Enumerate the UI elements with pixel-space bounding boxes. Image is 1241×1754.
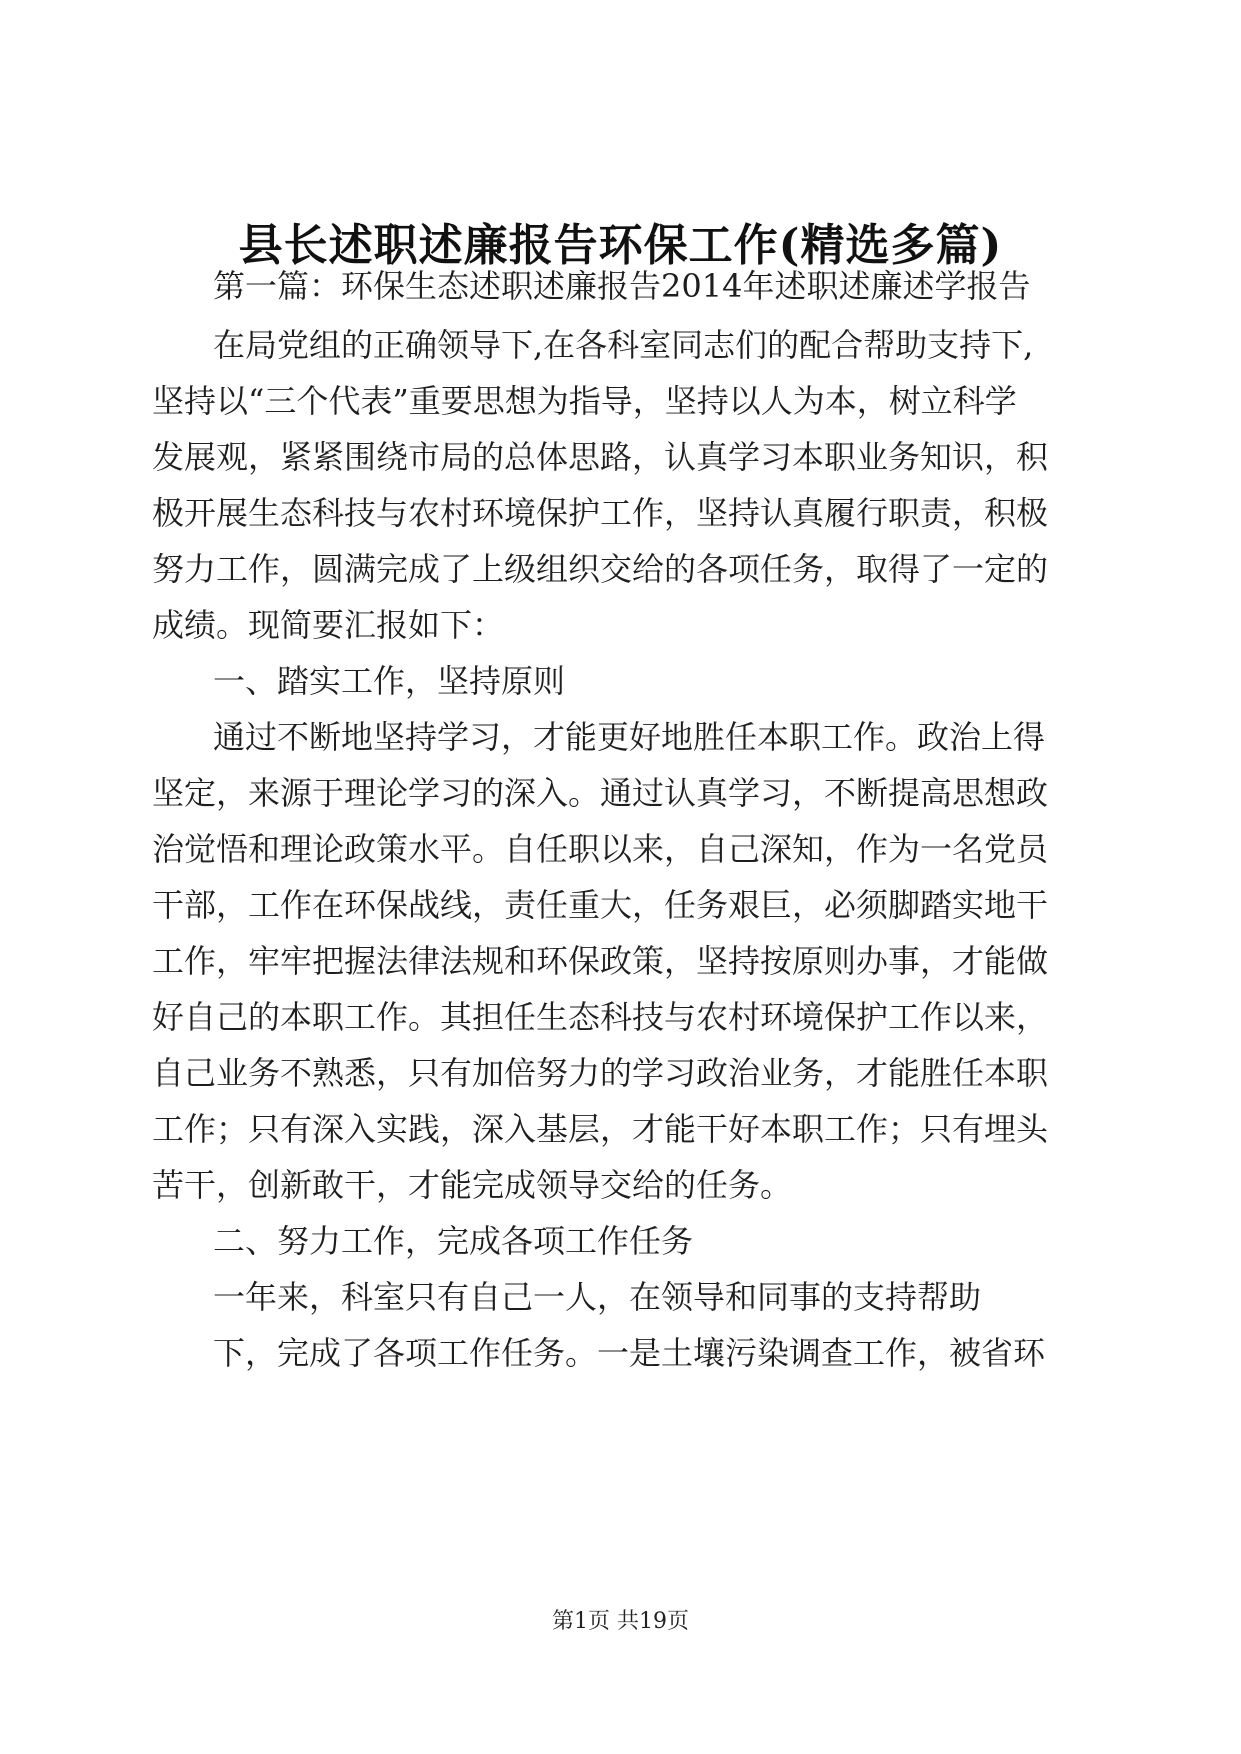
paragraph-line: 苦干，创新敢干，才能完成领导交给的任务。: [152, 1166, 793, 1204]
paragraph-line: 下，完成了各项工作任务。一是土壤污染调查工作，被省环: [213, 1334, 1046, 1372]
page-number: 第1页 共19页: [552, 1609, 689, 1634]
paragraph-line: 工作，牢牢把握法律法规和环保政策，坚持按原则办事，才能做: [152, 942, 1049, 980]
paragraph-line: 自己业务不熟悉，只有加倍努力的学习政治业务，才能胜任本职: [152, 1054, 1049, 1092]
paragraph-line: 发展观，紧紧围绕市局的总体思路，认真学习本职业务知识，积: [152, 438, 1049, 476]
section-heading: 第一篇：环保生态述职述廉报告2014年述职述廉述学报告: [213, 267, 1031, 305]
paragraph-line: 干部，工作在环保战线，责任重大，任务艰巨，必须脚踏实地干: [152, 886, 1049, 924]
section-heading: 二、努力工作，完成各项工作任务: [213, 1222, 694, 1260]
section-heading: 一、踏实工作，坚持原则: [213, 662, 566, 700]
paragraph-line: 一年来，科室只有自己一人，在领导和同事的支持帮助: [213, 1278, 982, 1316]
paragraph-line: 极开展生态科技与农村环境保护工作，坚持认真履行职责，积极: [152, 494, 1049, 532]
paragraph-line: 好自己的本职工作。其担任生态科技与农村环境保护工作以来，: [152, 998, 1049, 1036]
paragraph-line: 努力工作，圆满完成了上级组织交给的各项任务，取得了一定的: [152, 550, 1049, 588]
paragraph-line: 治觉悟和理论政策水平。自任职以来，自己深知，作为一名党员: [152, 830, 1049, 868]
paragraph-line: 在局党组的正确领导下,在各科室同志们的配合帮助支持下,: [213, 326, 1034, 364]
document-title: 县长述职述廉报告环保工作(精选多篇): [238, 220, 1003, 271]
paragraph-line: 成绩。现简要汇报如下：: [152, 606, 505, 644]
paragraph-line: 工作；只有深入实践，深入基层，才能干好本职工作；只有埋头: [152, 1110, 1049, 1148]
paragraph-line: 坚持以“三个代表”重要思想为指导，坚持以人为本，树立科学: [152, 382, 1017, 420]
paragraph-line: 通过不断地坚持学习，才能更好地胜任本职工作。政治上得: [213, 718, 1046, 756]
paragraph-line: 坚定，来源于理论学习的深入。通过认真学习，不断提高思想政: [152, 774, 1049, 812]
